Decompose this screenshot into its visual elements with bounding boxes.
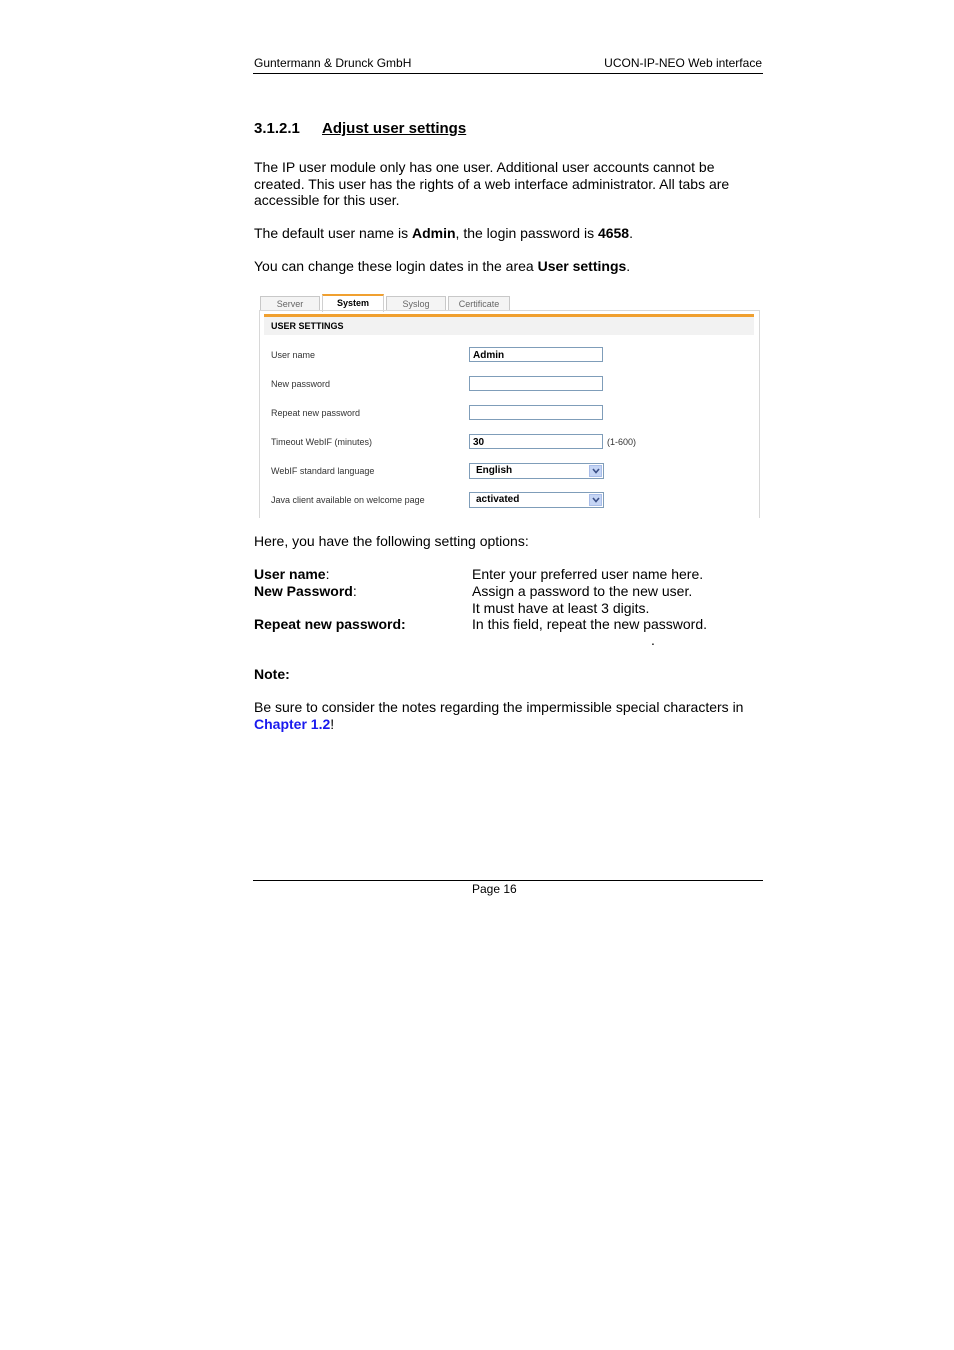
java-select[interactable] — [469, 492, 604, 508]
header-company: Guntermann & Drunck GmbH — [254, 56, 412, 70]
timeout-label: Timeout WebIF (minutes) — [271, 437, 373, 447]
note-title: Note: — [254, 666, 290, 682]
change-area: User settings — [537, 258, 627, 274]
option-term-repeat: Repeat new password: — [254, 616, 406, 632]
new-password-input[interactable] — [469, 376, 603, 391]
change-suffix: . — [626, 258, 631, 274]
desc-line: Assign a password to the new user. — [472, 583, 693, 599]
stray-period: . — [651, 632, 655, 648]
term-text: New Password — [254, 583, 353, 599]
options-intro: Here, you have the following setting options: — [254, 533, 529, 549]
tab-system[interactable]: System — [322, 294, 384, 312]
chevron-down-icon[interactable] — [589, 494, 602, 506]
footer-rule — [253, 880, 763, 881]
defaults-prefix: The default user name is — [254, 225, 412, 241]
user-name-input[interactable]: Admin — [469, 347, 603, 362]
option-desc-repeat: In this field, repeat the new password. — [472, 616, 708, 632]
new-password-label: New password — [271, 379, 331, 389]
java-label: Java client available on welcome page — [271, 495, 425, 505]
term-colon: : — [352, 583, 357, 599]
chapter-link[interactable]: Chapter 1.2 — [254, 715, 331, 732]
defaults-paragraph — [254, 225, 633, 242]
tab-syslog[interactable]: Syslog — [386, 296, 446, 311]
intro-line: created. This user has the rights of a web interface administrator. All tabs are — [254, 175, 730, 192]
repeat-password-input[interactable] — [469, 405, 603, 420]
java-value: activated — [476, 494, 520, 505]
option-desc-new-password — [472, 583, 692, 616]
defaults-suffix: . — [629, 225, 633, 241]
option-term-user-name — [254, 566, 329, 583]
language-value: English — [476, 465, 513, 476]
term-colon: : — [325, 566, 330, 582]
intro-line: accessible for this user. — [254, 192, 400, 208]
note-suffix: ! — [330, 715, 335, 732]
tab-certificate[interactable]: Certificate — [448, 296, 510, 311]
header-product: UCON-IP-NEO Web interface — [604, 56, 762, 70]
chevron-down-icon[interactable] — [589, 465, 602, 477]
change-paragraph — [254, 258, 630, 275]
panel-title: USER SETTINGS — [271, 321, 344, 331]
section-number: 3.1.2.1 — [254, 120, 300, 137]
note-line: Be sure to consider the notes regarding the impermissible special characters in — [254, 699, 744, 715]
note-paragraph — [254, 699, 743, 732]
change-prefix: You can change these login dates in the area — [254, 258, 538, 274]
default-username: Admin — [411, 225, 456, 241]
language-label: WebIF standard language — [271, 466, 375, 476]
tab-server[interactable]: Server — [260, 296, 320, 311]
intro-paragraph — [254, 159, 729, 209]
intro-line: The IP user module only has one user. Additional user accounts cannot be — [254, 159, 715, 175]
option-term-new-password — [254, 583, 357, 600]
note-line-2 — [254, 716, 743, 733]
repeat-password-label: Repeat new password — [271, 408, 361, 418]
panel-header — [264, 314, 754, 335]
user-name-label: User name — [271, 350, 316, 360]
language-select[interactable] — [469, 463, 604, 479]
desc-line: It must have at least 3 digits. — [472, 599, 650, 616]
timeout-hint: (1-600) — [607, 437, 637, 447]
option-desc-user-name: Enter your preferred user name here. — [472, 566, 704, 582]
header-rule — [253, 73, 763, 74]
timeout-input[interactable]: 30 — [469, 434, 603, 449]
page-number: Page 16 — [472, 882, 517, 896]
default-password: 4658 — [597, 225, 630, 241]
section-title: Adjust user settings — [322, 120, 467, 137]
term-text: User name — [254, 566, 326, 582]
defaults-middle: , the login password is — [455, 225, 598, 241]
